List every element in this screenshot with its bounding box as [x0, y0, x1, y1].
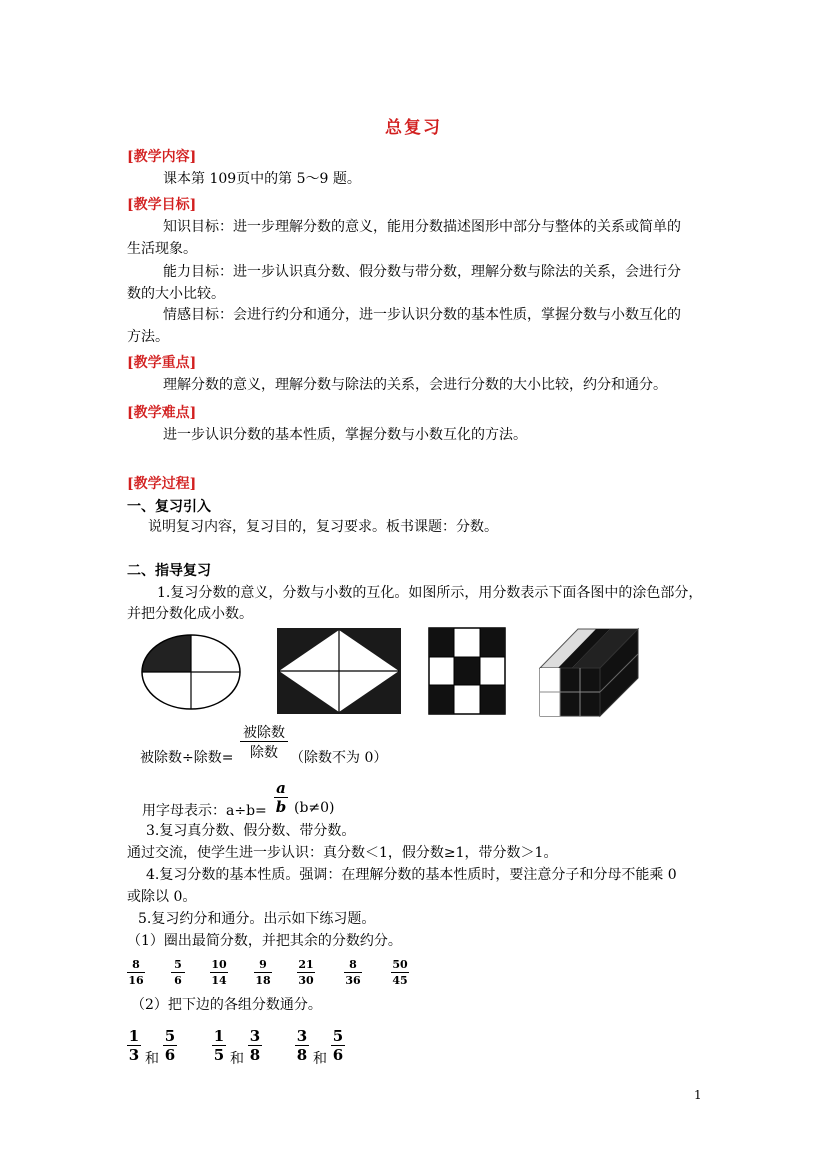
item1-line2: 并把分数化成小数。 — [127, 606, 253, 622]
ex1-fraction — [297, 958, 315, 987]
ex2-fraction — [212, 1028, 226, 1063]
item5-title: 5.复习约分和通分。出示如下练习题。 — [138, 911, 376, 927]
ex1-fraction — [127, 958, 145, 987]
numerator: 5 — [332, 1027, 344, 1045]
denominator: 36 — [345, 974, 361, 987]
denominator: 8 — [296, 1046, 308, 1064]
intro-text: 说明复习内容，复习目的，复习要求。板书课题：分数。 — [148, 519, 498, 535]
fraction-bar — [254, 972, 272, 973]
ex2-fraction — [331, 1028, 345, 1063]
denominator: 6 — [174, 974, 182, 987]
letters-prefix: 用字母表示：a÷b= — [142, 803, 267, 819]
goal-ability-line1: 能力目标：进一步认识真分数、假分数与带分数，理解分数与除法的关系，会进行分 — [163, 264, 681, 280]
and-word: 和 — [145, 1051, 159, 1067]
denominator: 18 — [255, 974, 271, 987]
division-denominator: 除数 — [250, 745, 278, 761]
content-text: 课本第 109页中的第 5～9 题。 — [163, 171, 361, 187]
ex1-fraction — [391, 958, 409, 987]
numerator: 50 — [392, 958, 408, 971]
denominator: 14 — [211, 974, 227, 987]
heading-goals: [教学目标] — [127, 197, 197, 213]
fraction-bar — [171, 972, 185, 973]
division-numerator: 被除数 — [243, 725, 285, 741]
fraction-bar — [391, 972, 409, 973]
item4-line1: 4.复习分数的基本性质。强调：在理解分数的基本性质时，要注意分子和分母不能乘 0 — [146, 867, 677, 883]
section-review: 二、指导复习 — [127, 563, 211, 579]
item4-line2: 或除以 0。 — [127, 889, 197, 905]
denominator: 30 — [298, 974, 314, 987]
denominator: 8 — [249, 1046, 261, 1064]
denominator: 6 — [332, 1046, 344, 1064]
checker-grid-figure — [428, 627, 506, 715]
fraction-bar — [210, 972, 228, 973]
page-title: 总复习 — [385, 118, 442, 138]
item1-line1: 1.复习分数的意义，分数与小数的互化。如图所示，用分数表示下面各图中的涂色部分， — [157, 585, 703, 601]
numerator: 3 — [296, 1027, 308, 1045]
and-word: 和 — [230, 1051, 244, 1067]
numerator: 9 — [259, 958, 267, 971]
numerator: 3 — [249, 1027, 261, 1045]
goal-emotion-line1: 情感目标：会进行约分和通分，进一步认识分数的基本性质，掌握分数与小数互化的 — [163, 307, 681, 323]
numerator: 5 — [164, 1027, 176, 1045]
ex2-fraction — [127, 1028, 141, 1063]
difficulty-text: 进一步认识分数的基本性质，掌握分数与小数互化的方法。 — [163, 427, 527, 443]
goal-knowledge-line2: 生活现象。 — [127, 241, 197, 257]
numerator: 1 — [128, 1027, 140, 1045]
fraction-bar — [344, 972, 362, 973]
oval-quarter-figure — [140, 632, 242, 712]
exercise1-instruction: （1）圈出最简分数，并把其余的分数约分。 — [127, 933, 402, 949]
numerator: 5 — [174, 958, 182, 971]
ex1-fraction — [210, 958, 228, 987]
item3-title: 3.复习真分数、假分数、带分数。 — [146, 823, 356, 839]
letters-numerator: a — [276, 779, 286, 797]
goal-ability-line2: 数的大小比较。 — [127, 286, 225, 302]
denominator: 5 — [213, 1046, 225, 1064]
and-word: 和 — [313, 1051, 327, 1067]
page-number: 1 — [694, 1088, 702, 1102]
goal-knowledge-line1: 知识目标：进一步理解分数的意义，能用分数描述图形中部分与整体的关系或简单的 — [163, 219, 681, 235]
numerator: 21 — [298, 958, 314, 971]
numerator: 8 — [132, 958, 140, 971]
denominator: 16 — [128, 974, 144, 987]
fraction-bar — [127, 972, 145, 973]
division-note: （除数不为 0） — [290, 750, 388, 766]
denominator: 45 — [392, 974, 408, 987]
fraction-bar — [297, 972, 315, 973]
ex1-fraction — [254, 958, 272, 987]
heading-process: [教学过程] — [127, 476, 197, 492]
rectangle-diamond-figure — [276, 627, 402, 715]
heading-key: [教学重点] — [127, 355, 197, 371]
heading-difficulty: [教学难点] — [127, 405, 197, 421]
denominator: 3 — [128, 1046, 140, 1064]
numerator: 1 — [213, 1027, 225, 1045]
numerator: 10 — [211, 958, 227, 971]
ex1-fraction — [171, 958, 185, 987]
denominator: 6 — [164, 1046, 176, 1064]
item3-text: 通过交流，使学生进一步认识：真分数＜1，假分数≥1，带分数＞1。 — [127, 845, 558, 861]
ex2-fraction — [248, 1028, 262, 1063]
exercise2-instruction: （2）把下边的各组分数通分。 — [131, 997, 322, 1013]
cuboid-figure — [538, 626, 640, 718]
ex2-fraction — [295, 1028, 309, 1063]
heading-content: [教学内容] — [127, 149, 197, 165]
ex2-fraction — [163, 1028, 177, 1063]
letters-fraction — [274, 780, 288, 815]
ex1-fraction — [344, 958, 362, 987]
key-text: 理解分数的意义，理解分数与除法的关系，会进行分数的大小比较，约分和通分。 — [163, 377, 667, 393]
letters-note: (b≠0) — [294, 800, 335, 816]
letters-denominator: b — [275, 798, 287, 816]
numerator: 8 — [349, 958, 357, 971]
goal-emotion-line2: 方法。 — [127, 329, 169, 345]
section-intro: 一、复习引入 — [127, 499, 211, 515]
division-prefix: 被除数÷除数= — [140, 750, 234, 766]
